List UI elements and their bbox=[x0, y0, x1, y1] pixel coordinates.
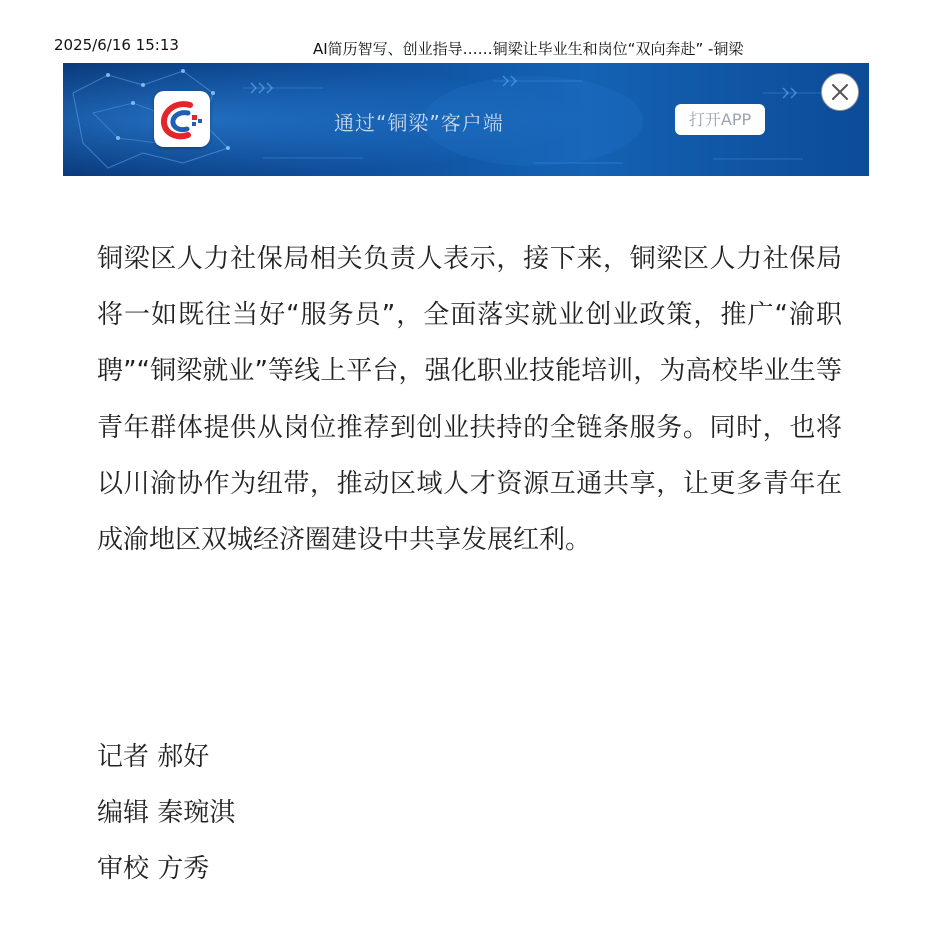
close-icon bbox=[831, 83, 849, 101]
article-paragraph: 铜梁区人力社保局相关负责人表示，接下来，铜梁区人力社保局将一如既往当好“服务员”，全面落实就业创业政策，推广“渝职聘”“铜梁就业”等线上平台，强化职业技能培训，为高校毕业生等青年群体提供从岗位推荐到创业扶持的全链条服务。同时，也将以川渝协作为纽带，推动区域人才资源互通共享，让更多青年在成渝地区双城经济圈建设中共享发展红利。 bbox=[97, 244, 842, 556]
open-app-button[interactable]: 打开APP bbox=[675, 104, 765, 135]
article-credits bbox=[97, 729, 235, 897]
tongliang-app-logo-icon bbox=[154, 91, 210, 147]
close-banner-button[interactable] bbox=[821, 73, 859, 111]
print-date: 2025/6/16 15:13 bbox=[54, 36, 179, 54]
app-download-banner[interactable] bbox=[63, 63, 869, 176]
reporter-credit: 记者 郝好 bbox=[97, 742, 210, 772]
reviewer-credit: 审校 方秀 bbox=[97, 854, 210, 884]
print-title: AI简历智写、创业指导……铜梁让毕业生和岗位“双向奔赴” -铜梁 bbox=[313, 40, 744, 58]
editor-credit: 编辑 秦琬淇 bbox=[97, 798, 236, 828]
print-header bbox=[0, 34, 932, 56]
banner-message: 通过“铜梁”客户端 bbox=[334, 111, 504, 135]
